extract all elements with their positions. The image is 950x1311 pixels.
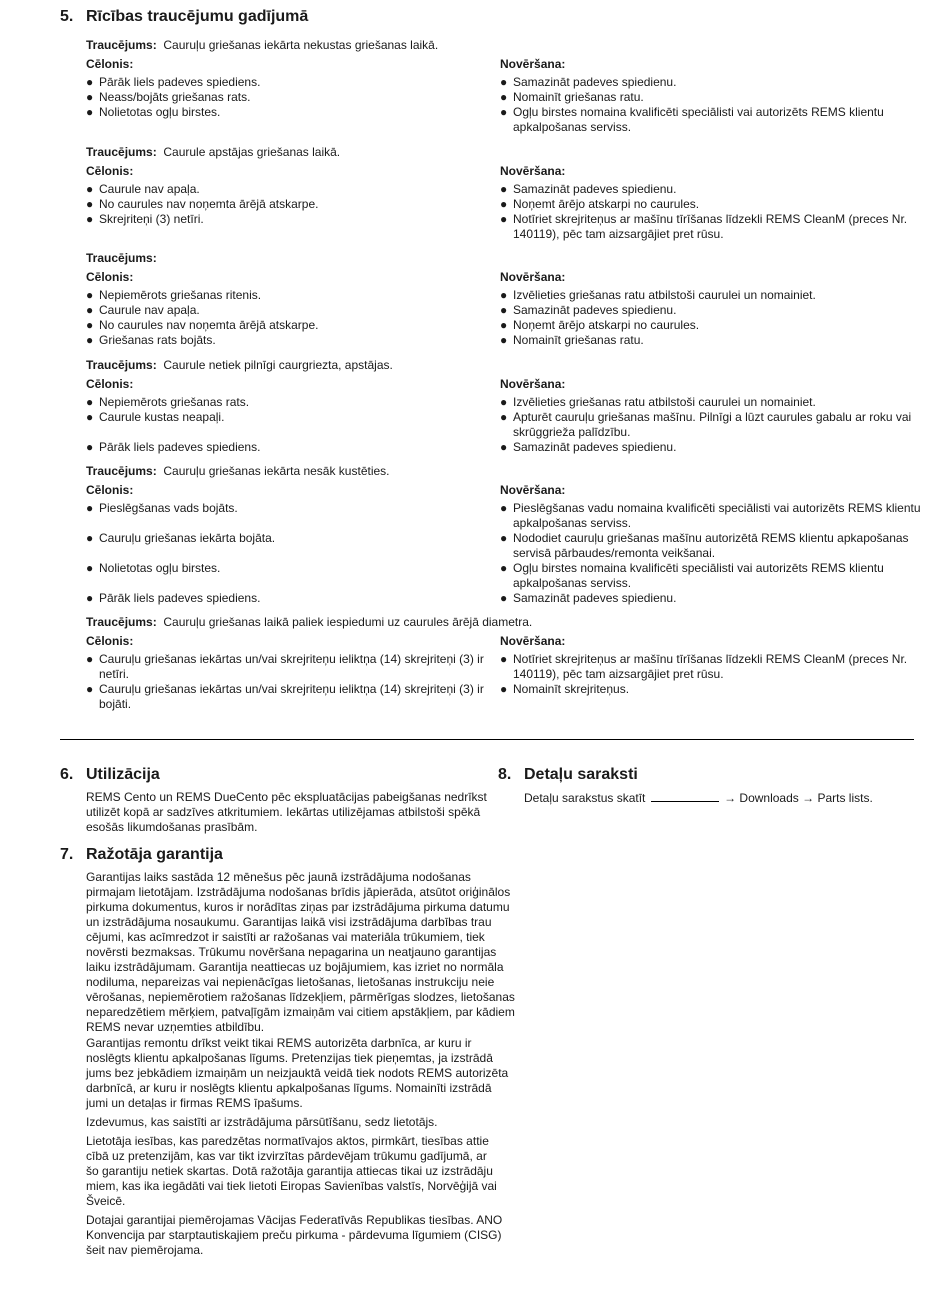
warranty-line: Garantijas laiks sastāda 12 mēnešus pēc jaunā izstrādājuma nodošanas bbox=[86, 870, 471, 884]
section-6-number: 6. bbox=[60, 766, 74, 783]
fix-label: Novēršana: bbox=[500, 164, 566, 178]
cause-text: Pārāk liels padeves spiediens. bbox=[99, 591, 261, 605]
warranty-line: pirmajam lietotājam. Izstrādājuma nodošanas brīdis jāpierāda, atsūtot oriģinālos bbox=[86, 885, 511, 899]
fault-text: Caurule netiek pilnīgi caurgriezta, apstājas. bbox=[163, 358, 393, 372]
fix-text: Samazināt padeves spiedienu. bbox=[513, 591, 677, 605]
bullet-icon: ● bbox=[500, 90, 508, 104]
warranty-paragraph bbox=[86, 1036, 509, 1111]
cause-text: Nepiemērots griešanas ritenis. bbox=[99, 288, 262, 302]
bullet-icon: ● bbox=[86, 288, 94, 302]
fix-label: Novēršana: bbox=[500, 57, 566, 71]
fault-label: Traucējums: bbox=[86, 251, 157, 265]
fix-label: Novēršana: bbox=[500, 483, 566, 497]
fix-text: Notīriet skrejriteņus ar mašīnu tīrīšanas līdzekli REMS CleanM (preces Nr. bbox=[513, 212, 908, 226]
warranty-line: REMS nevar uzņemties atbildību. bbox=[86, 1020, 265, 1034]
warranty-paragraph bbox=[86, 1115, 478, 1130]
bullet-icon: ● bbox=[500, 501, 508, 515]
bullet-icon: ● bbox=[500, 105, 508, 119]
bullet-icon: ● bbox=[86, 182, 94, 196]
fix-text: Izvēlieties griešanas ratu atbilstoši caurulei un nomainiet. bbox=[513, 395, 816, 409]
section-6-heading bbox=[60, 765, 160, 785]
section-8-number: 8. bbox=[498, 766, 512, 783]
fix-text: 140119), pēc tam aizsargājiet pret rūsu. bbox=[513, 227, 724, 241]
bullet-icon: ● bbox=[500, 303, 508, 317]
cause-text: No caurules nav noņemta ārējā atskarpe. bbox=[99, 318, 319, 332]
warranty-line: pirkuma dokumentus, kuros ir norādītas ziņas par izstrādājuma pirkuma datumu bbox=[86, 900, 510, 914]
fix-text: Noņemt ārējo atskarpi no caurules. bbox=[513, 197, 700, 211]
warranty-line: jumi un detaļas ir firmas REMS īpašums. bbox=[86, 1096, 303, 1110]
fault-label: Traucējums: bbox=[86, 145, 157, 159]
fault-line bbox=[86, 38, 438, 53]
bullet-icon: ● bbox=[500, 395, 508, 409]
warranty-paragraph bbox=[86, 870, 515, 1035]
bullet-icon: ● bbox=[500, 591, 508, 605]
section-divider bbox=[60, 739, 914, 740]
fix-text: Pieslēgšanas vadu nomaina kvalificēti speciālisti vai autorizēts REMS klientu bbox=[513, 501, 921, 515]
parts-list-link-blank bbox=[651, 790, 719, 802]
bullet-icon: ● bbox=[86, 591, 94, 605]
fix-text: Nomainīt griešanas ratu. bbox=[513, 333, 644, 347]
cause-text: Nolietotas ogļu birstes. bbox=[99, 561, 221, 575]
bullet-icon: ● bbox=[86, 333, 94, 347]
section-7-title: Ražotāja garantija bbox=[86, 846, 223, 863]
fix-text: Nomainīt skrejriteņus. bbox=[513, 682, 630, 696]
fix-label: Novēršana: bbox=[500, 634, 566, 648]
bullet-icon: ● bbox=[500, 682, 508, 696]
parts-list-text-after: → Downloads → Parts lists. bbox=[724, 791, 873, 805]
bullet-icon: ● bbox=[500, 531, 508, 545]
cause-label: Cēlonis: bbox=[86, 57, 134, 71]
fix-text: Nododiet cauruļu griešanas mašīnu autorizētā REMS klientu apkapošanas bbox=[513, 531, 909, 545]
section-8-title: Detaļu saraksti bbox=[524, 766, 638, 783]
fix-text: 140119), pēc tam aizsargājiet pret rūsu. bbox=[513, 667, 724, 681]
cause-text: Griešanas rats bojāts. bbox=[99, 333, 216, 347]
fault-label: Traucējums: bbox=[86, 38, 157, 52]
warranty-line: jums bez jebkādiem izmaiņām un neizjauktā veidā tiek nodots REMS autorizēta bbox=[86, 1066, 509, 1080]
fault-line bbox=[86, 145, 340, 160]
fix-text: skrūggrieža palīdzību. bbox=[513, 425, 631, 439]
warranty-line: miem, kas ika iegādāti vai tiek lietoti Eiropas Savienības valstīs, Norvēģijā vai bbox=[86, 1179, 497, 1193]
bullet-icon: ● bbox=[86, 90, 94, 104]
cause-text: Skrejriteņi (3) netīri. bbox=[99, 212, 204, 226]
fix-text: Nomainīt griešanas ratu. bbox=[513, 90, 644, 104]
fault-line bbox=[86, 358, 393, 373]
bullet-icon: ● bbox=[500, 212, 508, 226]
cause-label: Cēlonis: bbox=[86, 483, 134, 497]
fix-text: Apturēt cauruļu griešanas mašīnu. Pilnīgi a lūzt caurules gabalu ar roku vai bbox=[513, 410, 912, 424]
fix-text: servisā pārbaudes/remonta veikšanai. bbox=[513, 546, 716, 560]
disposal-line: REMS Cento un REMS DueCento pēc ekspluatācijas pabeigšanas nedrīkst bbox=[86, 790, 487, 804]
warranty-line: novērsti bezmaksas. Trūkumu novēršana nepagarina un neatjauno garantijas bbox=[86, 945, 497, 959]
disposal-line: utilizēt kopā ar sadzīves atkritumiem. Iekārtas utilizējamas atbilstoši spēkā bbox=[86, 805, 481, 819]
bullet-icon: ● bbox=[86, 682, 94, 696]
fault-line bbox=[86, 251, 163, 266]
bullet-icon: ● bbox=[86, 75, 94, 89]
section-8-heading bbox=[498, 765, 638, 785]
fix-text: Notīriet skrejriteņus ar mašīnu tīrīšanas līdzekli REMS CleanM (preces Nr. bbox=[513, 652, 908, 666]
bullet-icon: ● bbox=[500, 318, 508, 332]
warranty-line: neparedzētiem mērķiem, patvaļīgām izmaiņām vai citiem apstākļiem, par kādiem bbox=[86, 1005, 515, 1019]
section-5-heading bbox=[60, 7, 308, 27]
warranty-line: Lietotāja iesības, kas paredzētas normatīvajos aktos, pirmkārt, tiesības attie bbox=[86, 1134, 489, 1148]
cause-label: Cēlonis: bbox=[86, 164, 134, 178]
cause-text: bojāti. bbox=[99, 697, 132, 711]
cause-label: Cēlonis: bbox=[86, 377, 134, 391]
fault-label: Traucējums: bbox=[86, 615, 157, 629]
section-7-number: 7. bbox=[60, 846, 74, 863]
cause-text: Caurule nav apaļa. bbox=[99, 182, 200, 196]
fix-label: Novēršana: bbox=[500, 377, 566, 391]
bullet-icon: ● bbox=[86, 440, 94, 454]
fix-text: apkalpošanas serviss. bbox=[513, 516, 632, 530]
bullet-icon: ● bbox=[500, 440, 508, 454]
cause-text: No caurules nav noņemta ārējā atskarpe. bbox=[99, 197, 319, 211]
fault-line bbox=[86, 464, 390, 479]
fix-label: Novēršana: bbox=[500, 270, 566, 284]
cause-text: Pārāk liels padeves spiediens. bbox=[99, 75, 261, 89]
bullet-icon: ● bbox=[500, 75, 508, 89]
fault-text: Cauruļu griešanas laikā paliek iespiedumi uz caurules ārējā diametra. bbox=[163, 615, 533, 629]
fix-text: Ogļu birstes nomaina kvalificēti speciālisti vai autorizēts REMS klientu bbox=[513, 561, 884, 575]
warranty-line: šo garantiju netiek skartas. Dotā ražotāja garantija attiecas tikai uz izstrādāju bbox=[86, 1164, 493, 1178]
fix-text: Samazināt padeves spiedienu. bbox=[513, 182, 677, 196]
warranty-line: vērošanas, nepiemērotiem ražošanas līdzekļiem, pārmērīgas slodzes, lietošanas bbox=[86, 990, 515, 1004]
bullet-icon: ● bbox=[500, 197, 508, 211]
bullet-icon: ● bbox=[86, 212, 94, 226]
warranty-line: Dotajai garantijai piemērojamas Vācijas Federatīvās Republikas tiesības. ANO bbox=[86, 1213, 503, 1227]
bullet-icon: ● bbox=[86, 318, 94, 332]
bullet-icon: ● bbox=[86, 197, 94, 211]
warranty-line: darbnīcā, ar kuru ir noslēgts klientu apkalpošanas līgums. Nomainīti izstrādā bbox=[86, 1081, 492, 1095]
warranty-line: un izstrādājuma nosaukumu. Garantijas laikā visi izstrādājuma darbības trau bbox=[86, 915, 492, 929]
fault-text: Caurule apstājas griešanas laikā. bbox=[163, 145, 341, 159]
warranty-line: šeit nav piemērojama. bbox=[86, 1243, 204, 1257]
section-5-title: Rīcības traucējumu gadījumā bbox=[86, 8, 309, 25]
bullet-icon: ● bbox=[500, 182, 508, 196]
fix-text: Samazināt padeves spiedienu. bbox=[513, 303, 677, 317]
fault-text: Cauruļu griešanas iekārta nesāk kustēties. bbox=[163, 464, 390, 478]
fix-text: apkalpošanas serviss. bbox=[513, 120, 632, 134]
warranty-line: noslēgts klientu apkalpošanas līgums. Pretenzijas tiek pieņemtas, ja izstrādā bbox=[86, 1051, 493, 1065]
disposal-line: esošās likumdošanas prasībām. bbox=[86, 820, 258, 834]
section-5-number: 5. bbox=[60, 8, 74, 25]
bullet-icon: ● bbox=[86, 303, 94, 317]
section-6-title: Utilizācija bbox=[86, 766, 160, 783]
fix-text: Noņemt ārējo atskarpi no caurules. bbox=[513, 318, 700, 332]
bullet-icon: ● bbox=[86, 410, 94, 424]
cause-text: Cauruļu griešanas iekārta bojāta. bbox=[99, 531, 276, 545]
bullet-icon: ● bbox=[86, 501, 94, 515]
warranty-line: nodiluma, nepareizas vai nepienācīgas lietošanas, lietošanas instrukciju neie bbox=[86, 975, 495, 989]
cause-text: Cauruļu griešanas iekārtas un/vai skrejriteņu ieliktņa (14) skrejriteņi (3) ir bbox=[99, 652, 484, 666]
warranty-line: Garantijas remontu drīkst veikt tikai REMS autorizēta darbnīca, ar kuru ir bbox=[86, 1036, 472, 1050]
bullet-icon: ● bbox=[500, 288, 508, 302]
warranty-paragraph bbox=[86, 1134, 497, 1209]
bullet-icon: ● bbox=[86, 105, 94, 119]
parts-list-text bbox=[524, 790, 873, 806]
bullet-icon: ● bbox=[500, 333, 508, 347]
cause-text: Nolietotas ogļu birstes. bbox=[99, 105, 221, 119]
cause-text: Neass/bojāts griešanas rats. bbox=[99, 90, 251, 104]
disposal-text bbox=[86, 790, 487, 835]
warranty-line: cībā uz pretenzijām, kas var tikt izvirzītas pārdevējam trūkumu gadījumā, ar bbox=[86, 1149, 487, 1163]
warranty-paragraph bbox=[86, 1213, 503, 1258]
bullet-icon: ● bbox=[86, 561, 94, 575]
bullet-icon: ● bbox=[500, 561, 508, 575]
fix-text: Samazināt padeves spiedienu. bbox=[513, 75, 677, 89]
fault-text: Cauruļu griešanas iekārta nekustas griešanas laikā. bbox=[163, 38, 439, 52]
warranty-line: Konvencija par starptautiskajiem preču pirkuma - pārdevuma līgumiem (CISG) bbox=[86, 1228, 502, 1242]
fault-line bbox=[86, 615, 532, 630]
bullet-icon: ● bbox=[86, 652, 94, 666]
cause-text: Nepiemērots griešanas rats. bbox=[99, 395, 250, 409]
fix-text: apkalpošanas serviss. bbox=[513, 576, 632, 590]
cause-label: Cēlonis: bbox=[86, 270, 134, 284]
cause-text: Pieslēgšanas vads bojāts. bbox=[99, 501, 238, 515]
warranty-line: Šveicē. bbox=[86, 1194, 126, 1208]
cause-text: netīri. bbox=[99, 667, 130, 681]
cause-text: Cauruļu griešanas iekārtas un/vai skrejriteņu ieliktņa (14) skrejriteņi (3) ir bbox=[99, 682, 484, 696]
bullet-icon: ● bbox=[500, 410, 508, 424]
parts-list-text-before: Detaļu sarakstus skatīt bbox=[524, 791, 646, 805]
bullet-icon: ● bbox=[86, 395, 94, 409]
cause-text: Caurule nav apaļa. bbox=[99, 303, 200, 317]
cause-label: Cēlonis: bbox=[86, 634, 134, 648]
cause-text: Caurule kustas neapaļi. bbox=[99, 410, 225, 424]
cause-text: Pārāk liels padeves spiediens. bbox=[99, 440, 261, 454]
bullet-icon: ● bbox=[86, 531, 94, 545]
bullet-icon: ● bbox=[500, 652, 508, 666]
section-7-heading bbox=[60, 845, 223, 865]
warranty-line: laiku izstrādājumam. Garantija neattiecas uz bojājumiem, kas izriet no normāla bbox=[86, 960, 504, 974]
fix-text: Samazināt padeves spiedienu. bbox=[513, 440, 677, 454]
fix-text: Ogļu birstes nomaina kvalificēti speciālisti vai autorizēts REMS klientu bbox=[513, 105, 884, 119]
warranty-line: cējumi, kas acīmredzot ir saistīti ar ražošanas vai materiāla trūkumiem, tiek bbox=[86, 930, 485, 944]
fault-label: Traucējums: bbox=[86, 464, 157, 478]
fix-text: Izvēlieties griešanas ratu atbilstoši caurulei un nomainiet. bbox=[513, 288, 816, 302]
spacer bbox=[157, 251, 164, 265]
fault-label: Traucējums: bbox=[86, 358, 157, 372]
warranty-line: Izdevumus, kas saistīti ar izstrādājuma pārsūtīšanu, sedz lietotājs. bbox=[86, 1115, 438, 1129]
